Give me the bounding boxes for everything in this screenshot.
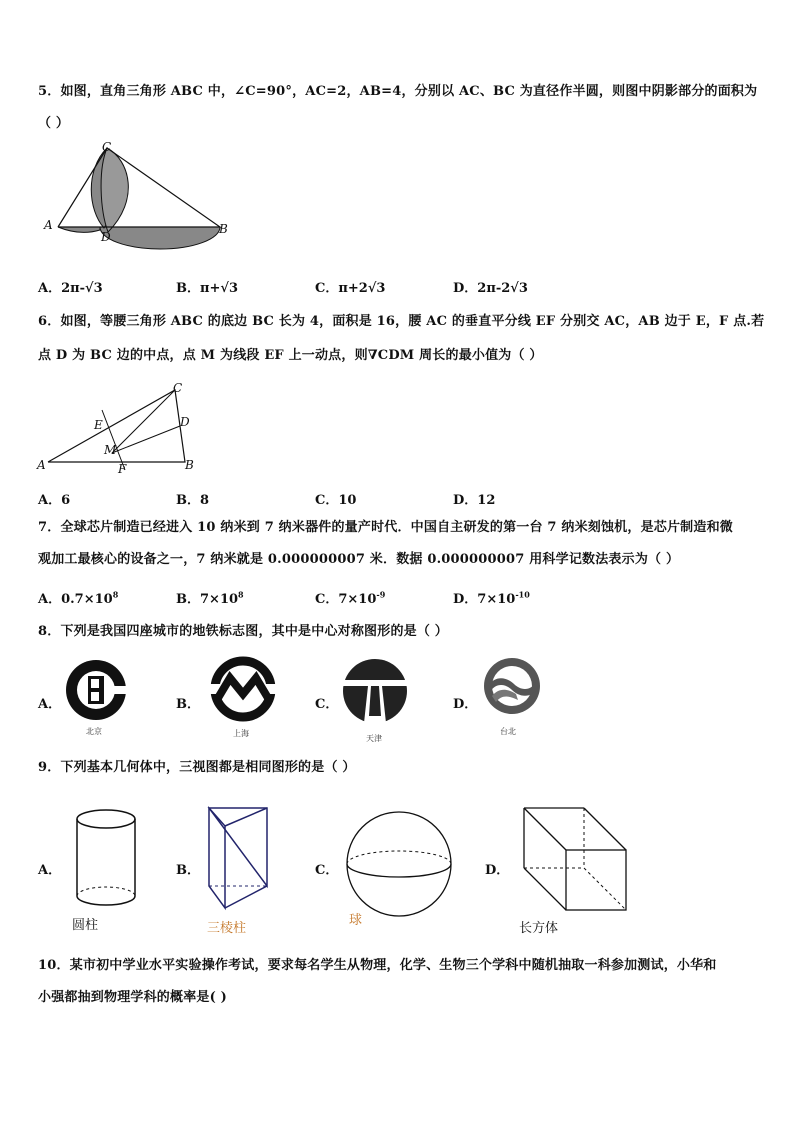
q6-label-b: B xyxy=(185,458,194,472)
q8-option-b-key[interactable]: B． xyxy=(176,697,200,712)
q9-text-line1: 9．下列基本几何体中，三视图都是相同图形的是（ ） xyxy=(38,760,356,775)
q5-option-b[interactable]: B．π+√3 xyxy=(176,281,238,296)
q8-caption-c: 天津 xyxy=(366,734,382,743)
q8-caption-b: 上海 xyxy=(233,729,249,738)
shanghai-metro-logo xyxy=(208,654,278,724)
q6-label-c: C xyxy=(173,381,183,395)
q5-option-d[interactable]: D．2π-2√3 xyxy=(453,281,528,296)
triangular-prism-icon xyxy=(205,804,275,914)
q6-option-a[interactable]: A．6 xyxy=(38,493,71,508)
q7-option-a[interactable]: A．$0.7\times 10^8$ xyxy=(38,589,119,607)
beijing-metro-logo xyxy=(62,656,130,724)
q6-label-m: M xyxy=(104,443,117,457)
q5-label-d: D xyxy=(101,230,111,244)
q8-option-a-key[interactable]: A． xyxy=(38,697,62,712)
q6-label-a: A xyxy=(37,458,46,472)
cylinder-icon xyxy=(72,806,142,916)
q6-option-b[interactable]: B．8 xyxy=(176,493,210,508)
q5-option-a[interactable]: A．2π-√3 xyxy=(38,281,103,296)
q9-option-c-key[interactable]: C． xyxy=(315,863,339,878)
q9-caption-d: 长方体 xyxy=(519,921,559,936)
q9-caption-a: 圆柱 xyxy=(72,918,99,933)
q6-label-f: F xyxy=(118,462,127,476)
q10-text-line1: 10．某市初中学业水平实验操作考试，要求每名学生从物理，化学、生物三个学科中随机抽取一科参加测试，小华和 xyxy=(38,958,717,973)
q6-label-d: D xyxy=(180,415,190,429)
q7-text-line1: 7．全球芯片制造已经进入 10 纳米到 7 纳米器件的量产时代．中国自主研发的第一台 7 纳米刻蚀机，是芯片制造和微 xyxy=(38,520,733,535)
sphere-icon xyxy=(344,808,456,920)
q6-option-c[interactable]: C．10 xyxy=(315,493,357,508)
tianjin-metro-logo xyxy=(340,656,410,726)
q5-text-line2: （ ） xyxy=(38,116,70,131)
q6-option-d[interactable]: D．12 xyxy=(453,493,496,508)
q7-option-d[interactable]: D．$7\times 10^{-10}$ xyxy=(453,589,530,607)
q9-option-a-key[interactable]: A． xyxy=(38,863,62,878)
q8-caption-a: 北京 xyxy=(86,727,102,736)
q9-option-d-key[interactable]: D． xyxy=(485,863,510,878)
q5-label-b: B xyxy=(219,222,228,236)
q9-caption-c: 球 xyxy=(349,913,363,928)
q6-text-line1: 6．如图，等腰三角形 ABC 的底边 BC 长为 4，面积是 16，腰 AC 的垂直平分线 EF 分别交 AC，AB 边于 E，F 点.若 xyxy=(38,314,765,329)
q8-option-d-key[interactable]: D． xyxy=(453,697,478,712)
q10-text-line2: 小强都抽到物理学科的概率是( ) xyxy=(38,990,228,1005)
q6-text-line2: 点 D 为 BC 边的中点，点 M 为线段 EF 上一动点，则∇CDM 周长的最小值为（ ） xyxy=(38,348,543,363)
q6-label-e: E xyxy=(94,418,103,432)
q8-option-c-key[interactable]: C． xyxy=(315,697,339,712)
q9-option-b-key[interactable]: B． xyxy=(176,863,200,878)
q7-option-b[interactable]: B．$7\times 10^8$ xyxy=(176,589,244,607)
q5-figure xyxy=(40,140,240,260)
q8-text-line1: 8．下列是我国四座城市的地铁标志图，其中是中心对称图形的是（ ） xyxy=(38,624,448,639)
q8-caption-d: 台北 xyxy=(500,727,516,736)
q7-option-c[interactable]: C．$7\times 10^{-9}$ xyxy=(315,589,386,607)
cuboid-icon xyxy=(520,806,632,916)
q5-option-c[interactable]: C．π+2√3 xyxy=(315,281,386,296)
taipei-metro-logo xyxy=(478,656,546,720)
q7-text-line2: 观加工最核心的设备之一，7 纳米就是 0.000000007 米．数据 0.000000007 用科学记数法表示为（ ） xyxy=(38,552,680,567)
q5-label-c: C xyxy=(102,140,112,154)
q5-label-a: A xyxy=(44,218,53,232)
q9-caption-b: 三棱柱 xyxy=(207,921,247,936)
q5-text-line1: 5．如图，直角三角形 ABC 中，∠C=90°，AC=2，AB=4，分别以 AC、BC 为直径作半圆，则图中阴影部分的面积为 xyxy=(38,84,758,99)
